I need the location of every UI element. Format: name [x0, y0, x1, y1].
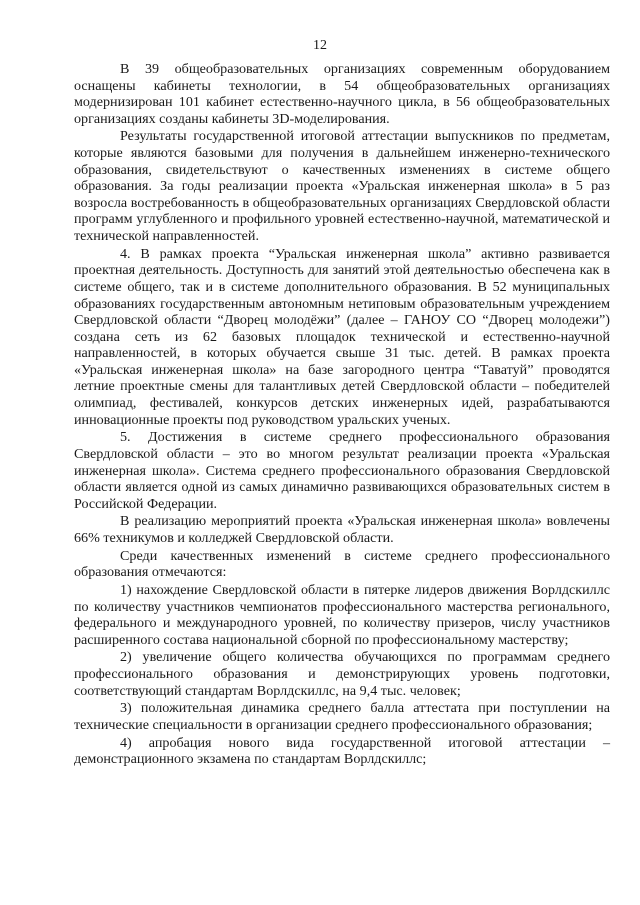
paragraph-item-4-project-activity: 4. В рамках проекта “Уральская инженерная школа” активно развивается проектная деятельность. Доступность для занятий этой деятельностью обеспечена как в системе общего, так и в системе дополнительного образования. В 52 муниципальных образованиях государственным автономным нетиповым образовательным учреждением Свердловской области “Дворец молодёжи” (далее – ГАНОУ СО “Дворец молодежи”) создана сеть из 62 базовых площадок технической и естественно-научной направленностей, в которых обучается свыше 31 тыс. детей. В рамках проекта «Уральская инженерная школа» на базе загородного центра “Таватуй” проводятся летние проектные смены для талантливых детей Свердловской области – победителей олимпиад, фестивалей, конкурсов детских инженерных идей, разрабатываются инновационные проекты под руководством уральских ученых.	[74, 245, 610, 428]
list-item-3: 3) положительная динамика среднего балла аттестата при поступлении на технические специальности в организации среднего профессионального образования;	[74, 700, 610, 733]
page-number: 12	[313, 38, 327, 53]
list-item-2: 2) увеличение общего количества обучающихся по программам среднего профессионального образования и демонстрирующих уровень подготовки, соответствующий стандартам Ворлдскиллс, на 9,4 тыс. человек;	[74, 649, 610, 699]
paragraph-colleges-involved: В реализацию мероприятий проекта «Уральская инженерная школа» вовлечены 66% техникумов и колледжей Свердловской области.	[74, 513, 610, 546]
paragraph-changes-intro: Среди качественных изменений в системе среднего профессионального образования отмечаются:	[74, 547, 610, 581]
list-item-1: 1) нахождение Свердловской области в пятерке лидеров движения Ворлдскиллс по количеству участников чемпионатов профессионального мастерства регионального, федерального и международного уровней, по количеству призеров, числу участников расширенного состава национальной сборной по профессиональному мастерству;	[74, 581, 610, 648]
list-item-4: 4) апробация нового вида государственной итоговой аттестации – демонстрационного экзамена по стандартам Ворлдскиллс;	[74, 734, 610, 768]
document-body	[74, 61, 610, 768]
paragraph-equipment: В 39 общеобразовательных организациях современным оборудованием оснащены кабинеты технологии, в 54 общеобразовательных организациях модернизирован 101 кабинет естественно-научного цикла, в 56 общеобразовательных организациях созданы кабинеты 3D-моделирования.	[74, 61, 610, 127]
paragraph-exam-results: Результаты государственной итоговой аттестации выпускников по предметам, которые являются базовыми для получения в дальнейшем инженерно-технического образования, свидетельствуют о качественных изменениях в системе общего образования. За годы реализации проекта «Уральская инженерная школа» в 5 раз возросла востребованность в общеобразовательных организациях Свердловской области программ углубленного и профильного уровней естественно-научной, математической и технической направленностей.	[74, 128, 610, 245]
paragraph-item-5-vocational-education: 5. Достижения в системе среднего профессионального образования Свердловской области – это во многом результат реализации проекта «Уральская инженерная школа». Система среднего профессионального образования Свердловской области является одной из самых динамично развивающихся образовательных систем в Российской Федерации.	[74, 429, 610, 512]
